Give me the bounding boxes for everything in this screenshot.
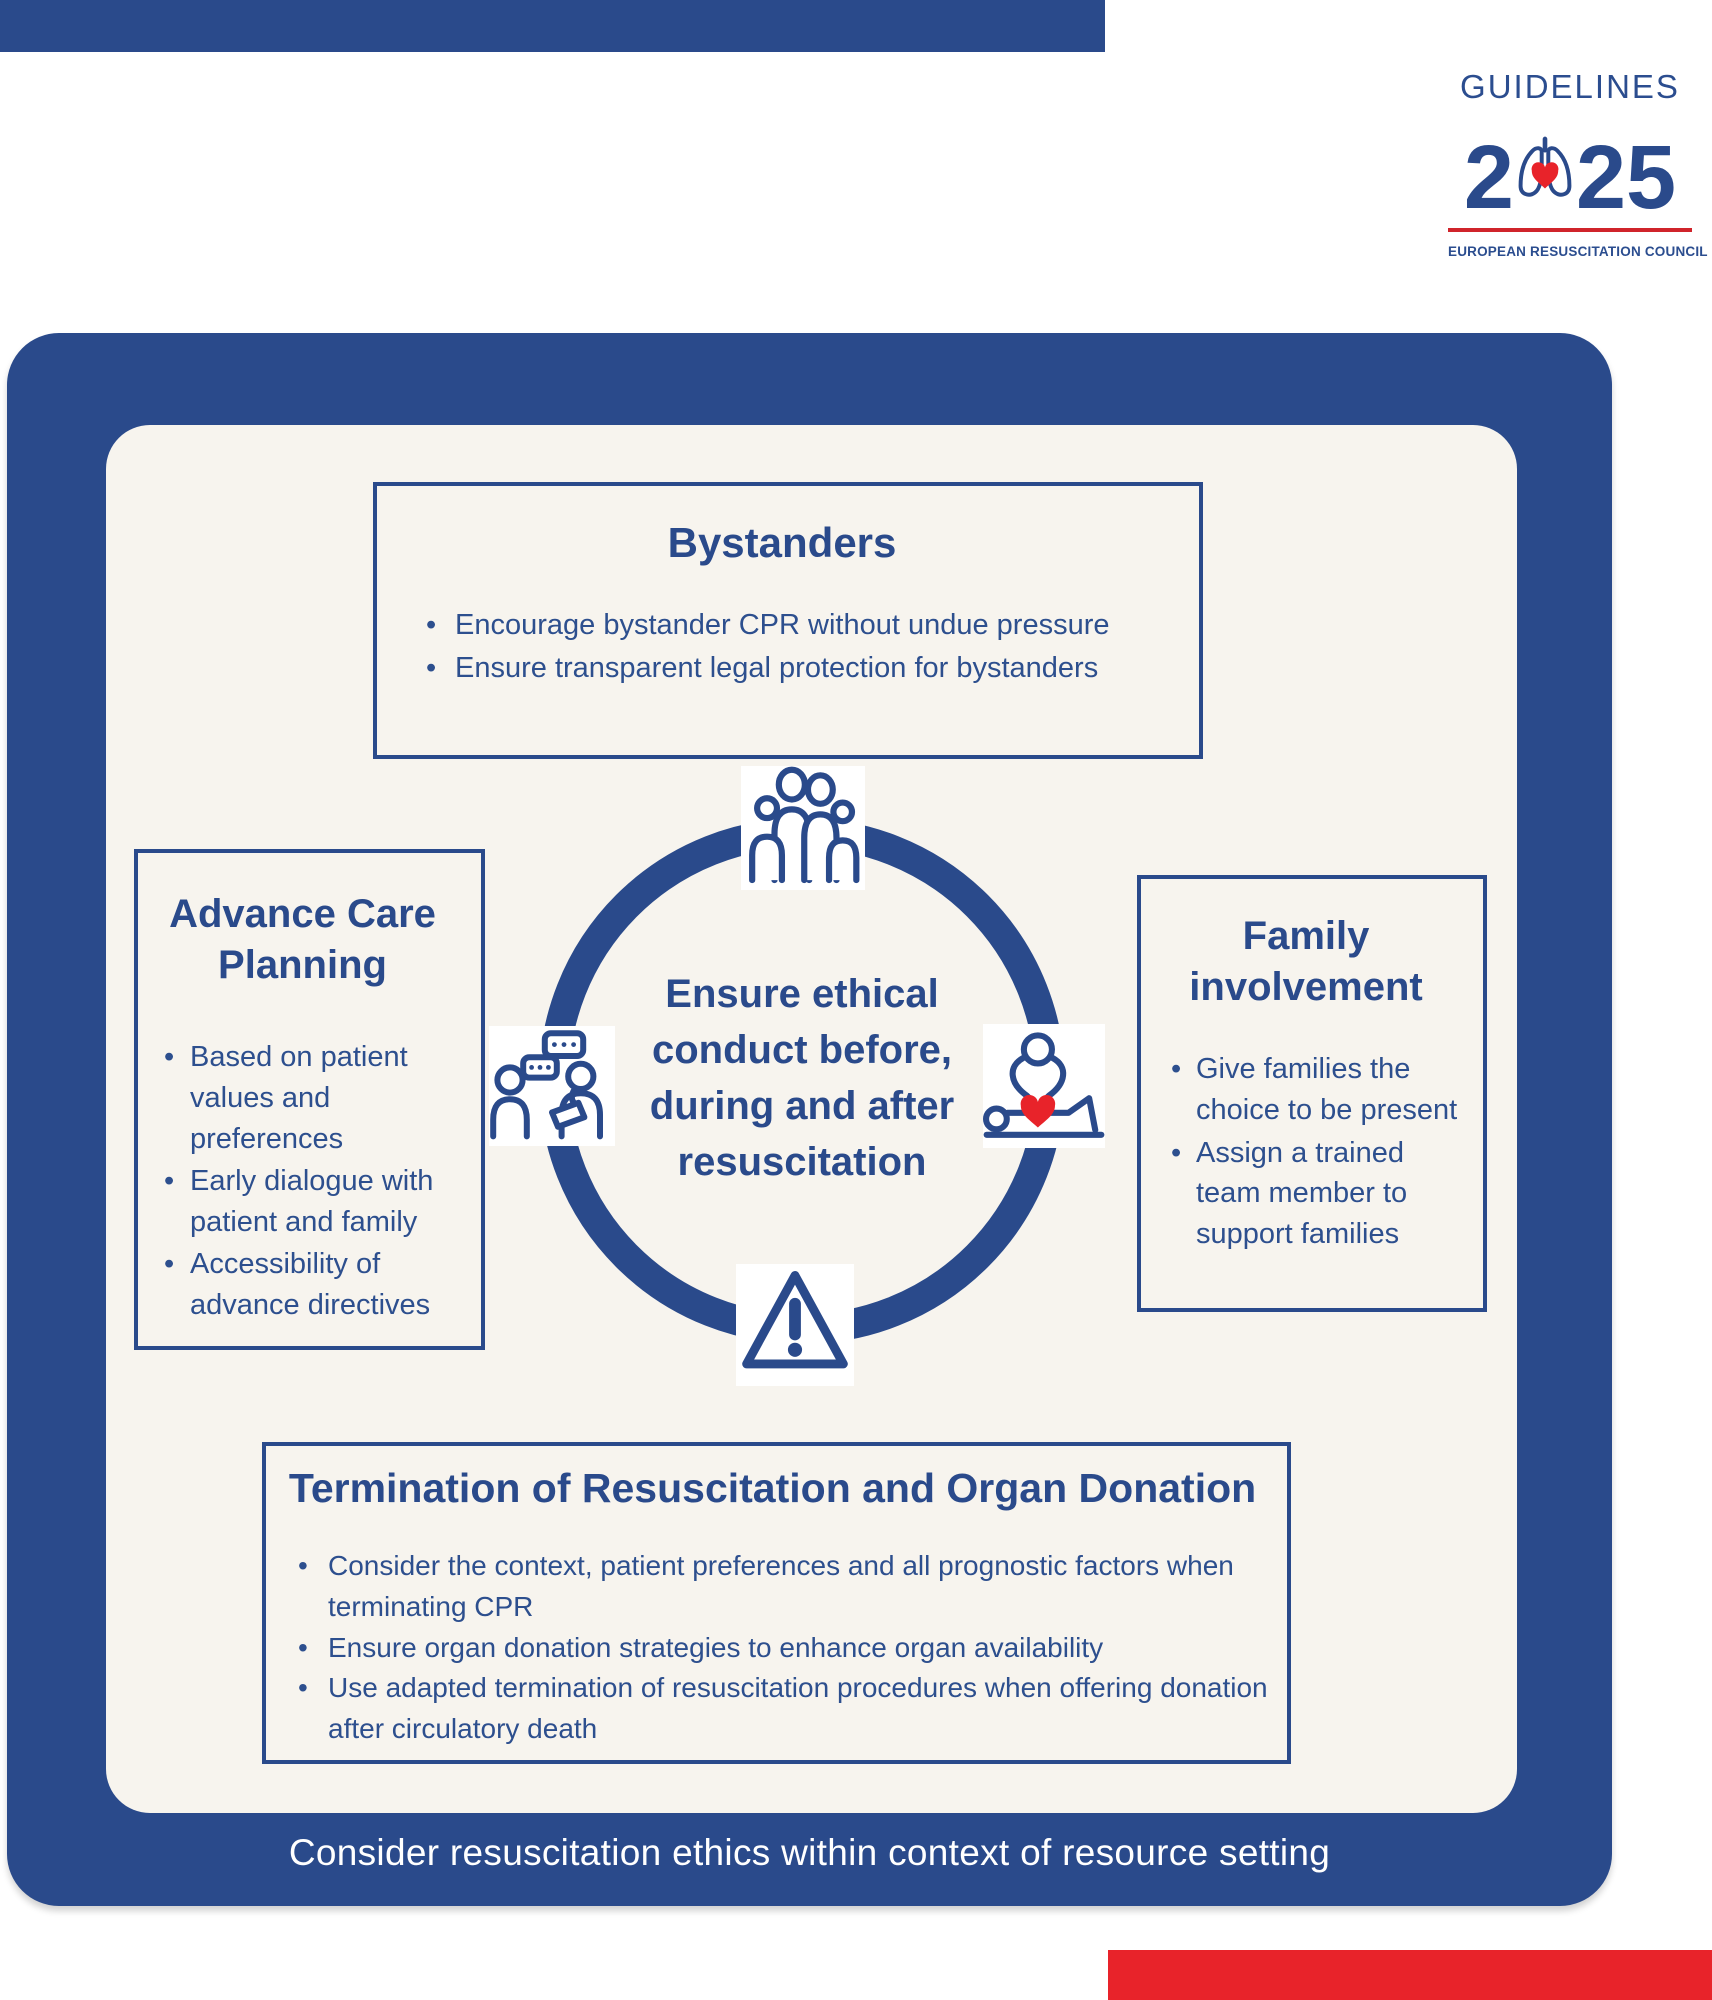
center-message-line: conduct before, [651, 1028, 953, 1072]
footer-banner: Consider resuscitation ethics within context of resource setting [288, 1832, 1331, 1873]
logo-year [1448, 114, 1692, 229]
logo-red-rule [1448, 228, 1692, 232]
bullet-item: • Early dialogue with patient and family [164, 1161, 467, 1242]
bullet-item: • Ensure transparent legal protection for bystanders [426, 647, 1187, 691]
warning-icon-tile [736, 1264, 854, 1386]
logo-guidelines-text: GUIDELINES [1460, 68, 1680, 105]
family-group-icon [741, 766, 865, 890]
bystanders-box [373, 482, 1203, 759]
center-message-line: Ensure ethical [665, 972, 939, 1016]
termination-bullets [266, 1546, 1279, 1749]
bullet-item: • Consider the context, patient preferences and all prognostic factors when terminating CPR [298, 1546, 1279, 1627]
bullet-item: • Assign a trained team member to support families [1171, 1133, 1471, 1255]
logo-year-prefix: 2 [1463, 128, 1514, 229]
logo-year-suffix: 25 [1575, 128, 1677, 229]
bullet-item: • Based on patient values and preferences [164, 1037, 467, 1159]
bystanders-title: Bystanders [667, 519, 897, 566]
bottom-red-bar [1108, 1950, 1712, 2000]
termination-box [262, 1442, 1291, 1764]
bullet-item: • Use adapted termination of resuscitation procedures when offering donation after circulatory death [298, 1668, 1279, 1749]
center-message-line: during and after [649, 1084, 955, 1128]
bullet-item: • Ensure organ donation strategies to enhance organ availability [298, 1628, 1279, 1669]
center-message [542, 966, 1062, 1190]
advance-care-planning-bullets [138, 1037, 467, 1325]
bystanders-bullets [377, 604, 1187, 691]
termination-title: Termination of Resuscitation and Organ Donation [288, 1465, 1257, 1511]
family-group-icon-tile [741, 766, 865, 890]
advance-care-planning-title: Advance Care Planning [169, 892, 436, 988]
family-involvement-box [1137, 875, 1487, 1312]
lungs-heart-icon [1512, 118, 1578, 222]
logo-org-text: EUROPEAN RESUSCITATION COUNCIL [1448, 244, 1708, 259]
bullet-item: • Give families the choice to be present [1171, 1049, 1471, 1130]
family-involvement-title: Family involvement [1189, 914, 1423, 1010]
family-involvement-bullets [1141, 1049, 1471, 1254]
erc-logo [1448, 68, 1708, 259]
top-accent-bar [0, 0, 1105, 52]
center-message-line: resuscitation [677, 1140, 927, 1184]
bullet-item: • Encourage bystander CPR without undue pressure [426, 604, 1187, 648]
bullet-item: • Accessibility of advance directives [164, 1244, 467, 1325]
warning-icon [736, 1264, 854, 1386]
advance-care-planning-box [134, 849, 485, 1350]
